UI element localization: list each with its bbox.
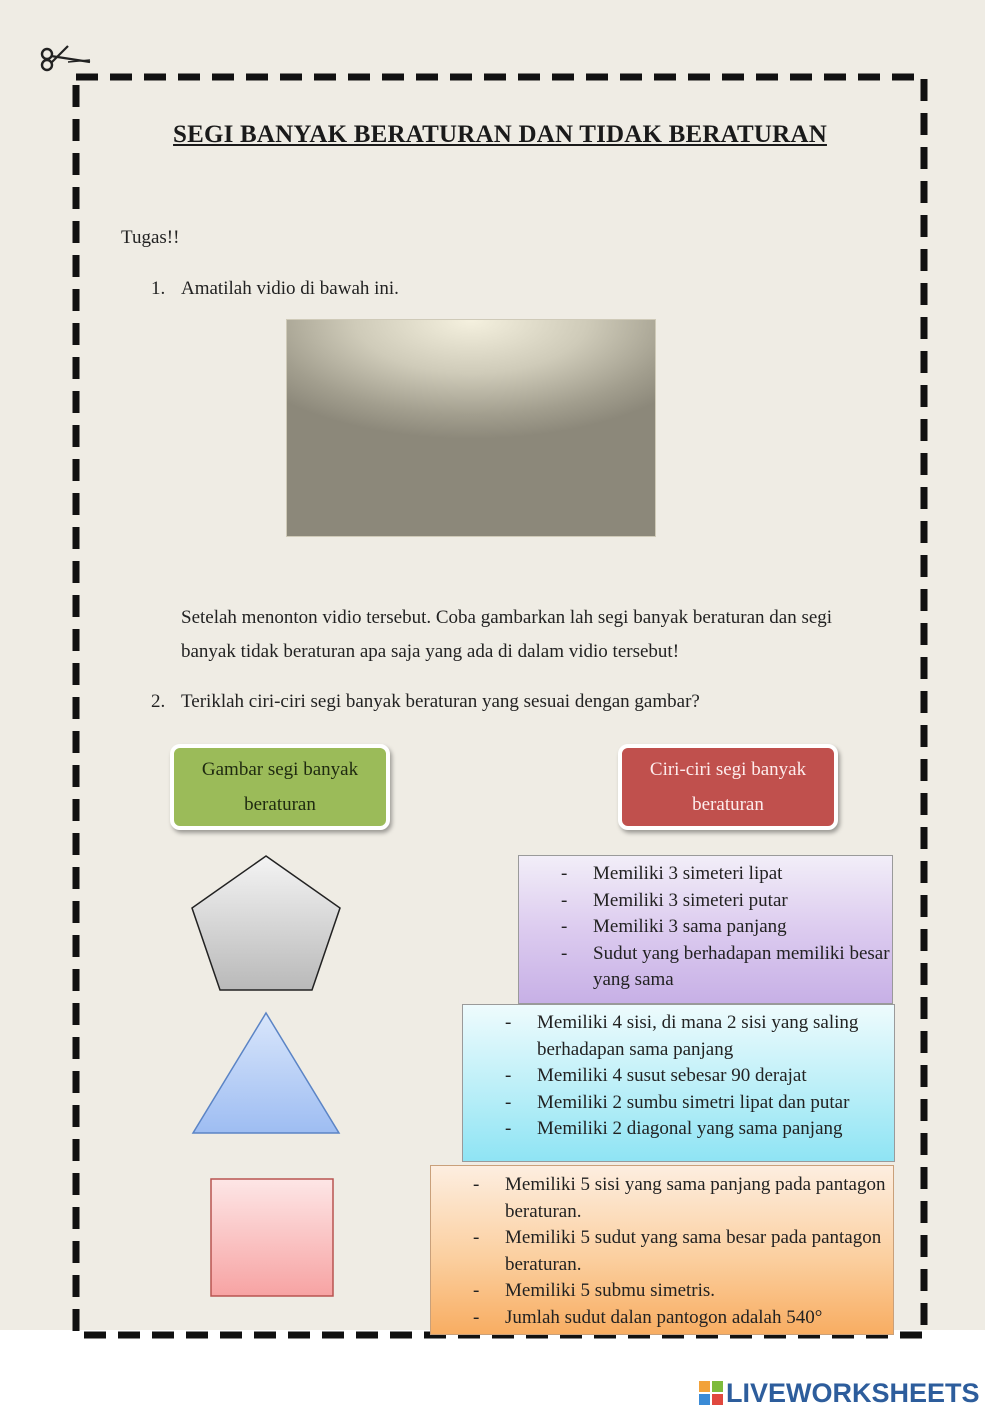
list-item: - Memiliki 5 submu simetris. [473, 1280, 716, 1302]
pentagon-shape[interactable] [188, 852, 344, 994]
question-2-number: 2. [151, 691, 166, 712]
logo-grid-icon [698, 1380, 724, 1406]
question-2-text: Teriklah ciri-ciri segi banyak beraturan yang sesuai dengan gambar? [181, 691, 700, 712]
video-player[interactable] [287, 320, 655, 536]
liveworksheets-logo[interactable] [698, 1377, 980, 1409]
page-title: SEGI BANYAK BERATURAN DAN TIDAK BERATURAN [173, 121, 827, 148]
list-item: - Sudut yang berhadapan memiliki besar yang sama [561, 942, 890, 991]
list-item: - Memiliki 2 sumbu simetri lipat dan putar [505, 1091, 850, 1113]
list-item: - Memiliki 3 simeteri lipat [561, 863, 783, 884]
question-1-instruction: Setelah menonton vidio tersebut. Coba gambarkan lah segi banyak beraturan dan segi banyak tidak beraturan apa saja yang ada di dalam vidio tersebut! [181, 607, 833, 662]
list-item: - Memiliki 3 simeteri putar [561, 889, 788, 911]
description-box-1[interactable] [518, 855, 893, 1004]
question-1-number: 1. [151, 278, 166, 299]
task-label: Tugas!! [121, 227, 180, 248]
list-item: - Jumlah sudut dalan pantogon adalah 540° [473, 1306, 823, 1328]
triangle-shape[interactable] [190, 1010, 342, 1136]
scissors-icon [38, 40, 94, 74]
list-item: - Memiliki 5 sisi yang sama panjang pada pantagon beraturan. [473, 1174, 886, 1222]
square-shape[interactable] [209, 1177, 335, 1299]
description-box-3[interactable] [430, 1165, 894, 1335]
header-shape-pictures: Gambar segi banyak beraturan [170, 744, 390, 830]
list-item: - Memiliki 2 diagonal yang sama panjang [505, 1118, 843, 1140]
list-item: - Memiliki 4 susut sebesar 90 derajat [505, 1065, 807, 1087]
list-item: - Memiliki 4 sisi, di mana 2 sisi yang saling berhadapan sama panjang [505, 1012, 859, 1060]
question-1-text: Amatilah vidio di bawah ini. [181, 278, 399, 299]
list-item: - Memiliki 3 sama panjang [561, 916, 787, 938]
header-characteristics: Ciri-ciri segi banyak beraturan [618, 744, 838, 830]
list-item: - Memiliki 5 sudut yang sama besar pada pantagon beraturan. [473, 1227, 882, 1275]
description-box-2[interactable] [462, 1004, 895, 1162]
logo-text: LIVEWORKSHEETS [726, 1377, 980, 1408]
